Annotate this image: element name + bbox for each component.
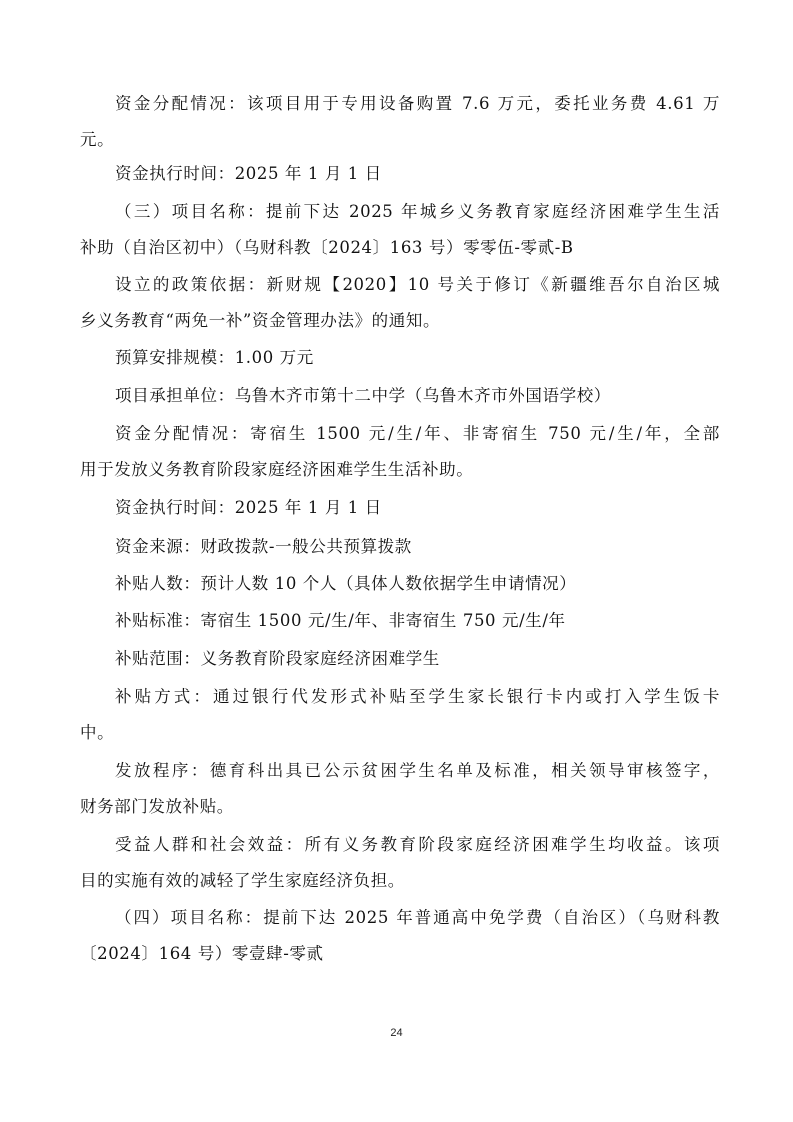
text-line: 资金分配情况：寄宿生 1500 元/生/年、非寄宿生 750 元/生/年，全部 [115, 424, 720, 443]
paragraph-policy-basis [80, 267, 720, 339]
text-line: 资金分配情况：该项目用于专用设备购置 7.6 万元，委托业务费 4.61 万 [115, 94, 720, 113]
paragraph-execution-time-2 [80, 490, 720, 526]
paragraph-subsidy-standard [80, 603, 720, 639]
text-line: 乡义务教育“两免一补”资金管理办法》的通知。 [80, 311, 441, 330]
text-line: 〔2024〕164 号）零壹肆-零贰 [80, 944, 324, 963]
text-line: 发放程序：德育科出具已公示贫困学生名单及标准，相关领导审核签字， [115, 761, 720, 780]
paragraph-fund-source [80, 529, 720, 565]
text-line: 资金来源：财政拨款-一般公共预算拨款 [115, 537, 412, 556]
paragraph-subsidy-method [80, 679, 720, 751]
text-line: 资金执行时间：2025 年 1 月 1 日 [115, 164, 382, 183]
text-line: 补贴方式：通过银行代发形式补贴至学生家长银行卡内或打入学生饭卡 [115, 687, 720, 706]
text-line: 资金执行时间：2025 年 1 月 1 日 [115, 498, 382, 517]
text-line: 目的实施有效的减轻了学生家庭经济负担。 [80, 871, 405, 890]
text-line: 补贴范围：义务教育阶段家庭经济困难学生 [115, 649, 440, 668]
paragraph-project-name-3 [80, 194, 720, 266]
paragraph-project-name-4 [80, 900, 720, 972]
text-line: 财务部门发放补贴。 [80, 797, 234, 816]
paragraph-execution-time-1 [80, 156, 720, 192]
text-line: 补贴人数：预计人数 10 个人（具体人数依据学生申请情况） [115, 574, 577, 593]
text-line: 元。 [80, 130, 115, 149]
text-line: 设立的政策依据：新财规【2020】10 号关于修订《新疆维吾尔自治区城 [115, 275, 720, 294]
page-number: 24 [390, 1027, 403, 1039]
text-line: （四）项目名称：提前下达 2025 年普通高中免学费（自治区）（乌财科教 [115, 908, 720, 927]
text-line: 用于发放义务教育阶段家庭经济困难学生生活补助。 [80, 460, 474, 479]
text-line: 预算安排规模：1.00 万元 [115, 348, 314, 367]
paragraph-distribution-procedure [80, 753, 720, 825]
text-line: （三）项目名称：提前下达 2025 年城乡义务教育家庭经济困难学生生活 [115, 202, 720, 221]
text-line: 受益人群和社会效益：所有义务教育阶段家庭经济困难学生均收益。该项 [115, 835, 720, 854]
paragraph-beneficiaries [80, 827, 720, 899]
paragraph-budget-scale [80, 340, 720, 376]
paragraph-fund-allocation-2 [80, 416, 720, 488]
text-line: 项目承担单位：乌鲁木齐市第十二中学（乌鲁木齐市外国语学校） [115, 386, 611, 405]
text-line: 补贴标准：寄宿生 1500 元/生/年、非寄宿生 750 元/生/年 [115, 611, 566, 630]
paragraph-subsidy-count [80, 566, 720, 602]
text-line: 中。 [80, 723, 115, 742]
text-line: 补助（自治区初中）（乌财科教〔2024〕163 号）零零伍-零贰-B [80, 238, 574, 257]
paragraph-fund-allocation-1 [80, 86, 720, 158]
paragraph-responsible-unit [80, 378, 720, 414]
paragraph-subsidy-scope [80, 641, 720, 677]
